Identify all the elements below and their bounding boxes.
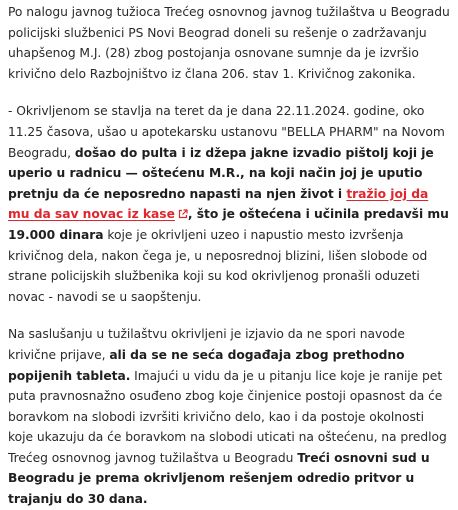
paragraph-charges <box>8 101 450 307</box>
paragraph-detention <box>8 2 450 84</box>
paragraph-hearing <box>8 324 450 509</box>
paragraph-text: Imajući u vidu da je u pitanju lice koje je ranije pet puta pravnosnažno osuđeno zbog koje činjenice postoji opasnost da će boravkom na slobodi izvršiti krivično delo, kao i da postoje okolnosti koje ukazuju da će boravkom na slobodi uticati na oštećenu, na predlog Trećeg osnovnog javnog tužilaštva u Beogradu <box>8 368 447 465</box>
link-text: tražio joj da mu da sav novac iz kase <box>8 186 429 222</box>
paragraph-text: Na saslušanju u tužilaštvu okrivljeni je izjavio da ne spori navode krivične prijave, <box>8 327 405 362</box>
paragraph-text: koje je okrivljeni uzeo i napustio mesto izvršenja krivičnog dela, nakon čega je, u neposrednoj blizini, lišen slobode od strane policijskih službenika koji su kod okrivljenog pronašli oduzeti novac - navodi se u saopštenju. <box>8 227 428 304</box>
bold-text: Treći osnovni sud u Beogradu je prema okrivljenom rešenjem odredio pritvor u trajanju do 30 dana. <box>8 450 430 507</box>
paragraph-text: - Okrivljenom se stavlja na teret da je dana 22.11.2024. godine, oko 11.25 časova, ušao u apotekarsku ustanovu "BELLA PHARM" na Novom Beogradu, <box>8 104 445 160</box>
bold-text: došao do pulta i iz džepa jakne izvadio pištolj koji je uperio u radnicu — oštećenu M.R., na koji način joj je uputio pretnju da će neposredno napasti na njen život i <box>8 145 434 201</box>
paragraph-text: Po nalogu javnog tužioca Trećeg osnovnog javnog tužilaštva u Beogradu policijski službenici PS Novi Beograd doneli su rešenje o zadržavanju uhapšenog M.J. (28) zbog postojanja osnovane sumnje da je izvršio krivično delo Razbojništvo iz člana 206. stav 1. Krivičnog zakonika. <box>8 5 450 81</box>
external-link-icon <box>178 209 188 219</box>
bold-text: , što je oštećena i učinila predavši mu 19.000 dinara <box>8 207 449 242</box>
bold-text: ali da se ne seća događaja zbog prethodno popijenih tableta. <box>8 347 405 383</box>
